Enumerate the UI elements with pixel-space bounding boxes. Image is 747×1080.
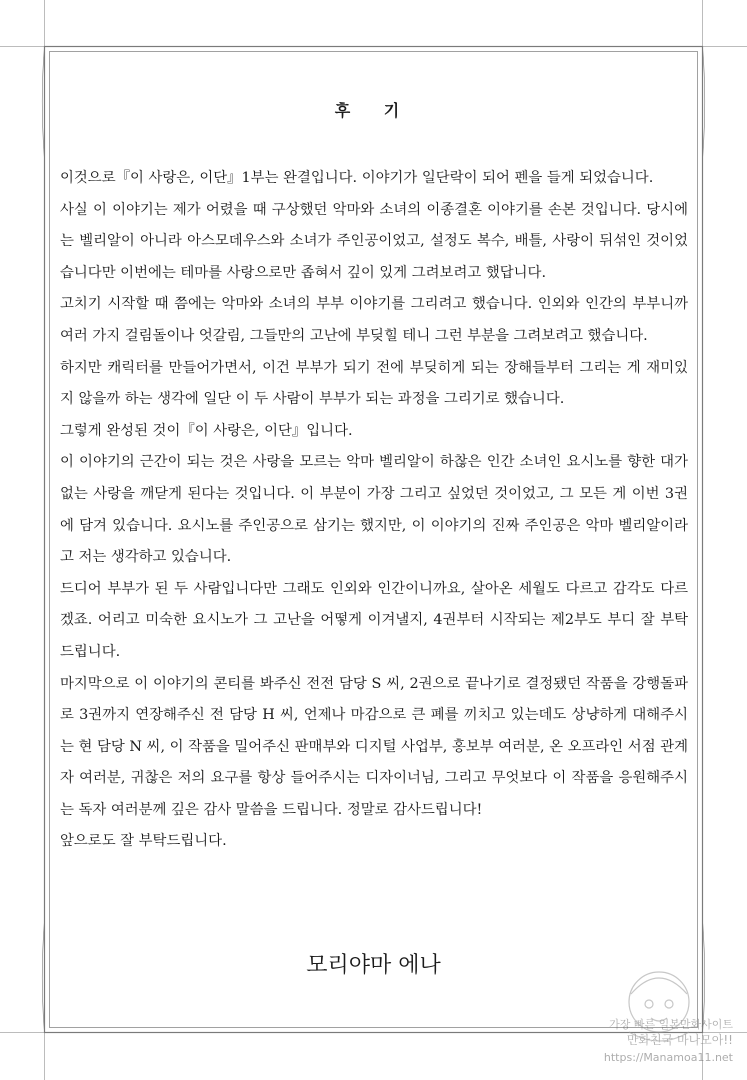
paragraph-3: 고치기 시작할 때 쯤에는 악마와 소녀의 부부 이야기를 그리려고 했습니다. 인외와 인간의 부부니까 여러 가지 걸림돌이나 엇갈림, 그들만의 고난에 부딪힐 테니 그런 부분을 그려보려고 했습니다. [60,296,688,344]
paragraph-2: 사실 이 이야기는 제가 어렸을 때 구상했던 악마와 소녀의 이종결혼 이야기를 손본 것입니다. 당시에는 벨리알이 아니라 아스모데우스와 소녀가 주인공이었고, 설정도 복수, 배틀, 사랑이 뒤섞인 것이었습니다만 이번에는 테마를 사랑으로만 좁혀서 깊이 있게 그려보려고 했답니다. [60,201,688,281]
afterword-content [60,98,688,858]
paragraph-5: 그렇게 완성된 것이『이 사랑은, 이단』입니다. [60,422,353,439]
watermark-url: https://Manamoa11.net [603,1051,733,1064]
watermark-line-2: 만화친국 마나모아!! [626,1033,733,1047]
site-watermark [589,954,739,1074]
paragraph-8: 마지막으로 이 이야기의 콘티를 봐주신 전전 담당 S 씨, 2권으로 끝나기로 결정됐던 작품을 강행돌파로 3권까지 연장해주신 전 담당 H 씨, 언제나 마감으로 큰 폐를 끼치고 있는데도 상냥하게 대해주시는 현 담당 N 씨, 이 작품을 밀어주신 판매부와 디지털 사업부, 홍보부 여러분, 온 오프라인 서점 관계자 여러분, 귀찮은 저의 요구를 항상 들어주시는 디자이너님, 그리고 무엇보다 이 작품을 응원해주시는 독자 여러분께 깊은 감사 말씀을 드립니다. 정말로 감사드립니다! [60,675,688,818]
watermark-line-1: 가장 빠른 일본만화사이트 [609,1018,733,1031]
paragraph-9: 앞으로도 잘 부탁드립니다. [60,833,227,850]
author-signature: 모리야마 에나 [306,953,441,978]
paragraph-7: 드디어 부부가 된 두 사람입니다만 그래도 인외와 인간이니까요, 살아온 세월도 다르고 감각도 다르겠죠. 어리고 미숙한 요시노가 그 고난을 어떻게 이겨낼지, 4권부터 시작되는 제2부도 부디 잘 부탁드립니다. [60,580,688,660]
paragraph-4: 하지만 캐릭터를 만들어가면서, 이건 부부가 되기 전에 부딪히게 되는 장해들부터 그리는 게 재미있지 않을까 하는 생각에 일단 이 두 사람이 부부가 되는 과정을 그리기로 했습니다. [60,359,688,408]
paragraph-6: 이 이야기의 근간이 되는 것은 사랑을 모르는 악마 벨리알이 하찮은 인간 소녀인 요시노를 향한 대가 없는 사랑을 깨닫게 된다는 것입니다. 이 부분이 가장 그리고 싶었던 것이었고, 그 모든 게 이번 3권에 담겨 있습니다. 요시노를 주인공으로 삼기는 했지만, 이 이야기의 진짜 주인공은 악마 벨리알이라고 저는 생각하고 있습니다. [60,454,688,566]
afterword-title: 후 기 [334,101,414,120]
paragraph-1: 이것으로『이 사랑은, 이단』1부는 완결입니다. 이야기가 일단락이 되어 펜을 들게 되었습니다. [60,170,654,186]
